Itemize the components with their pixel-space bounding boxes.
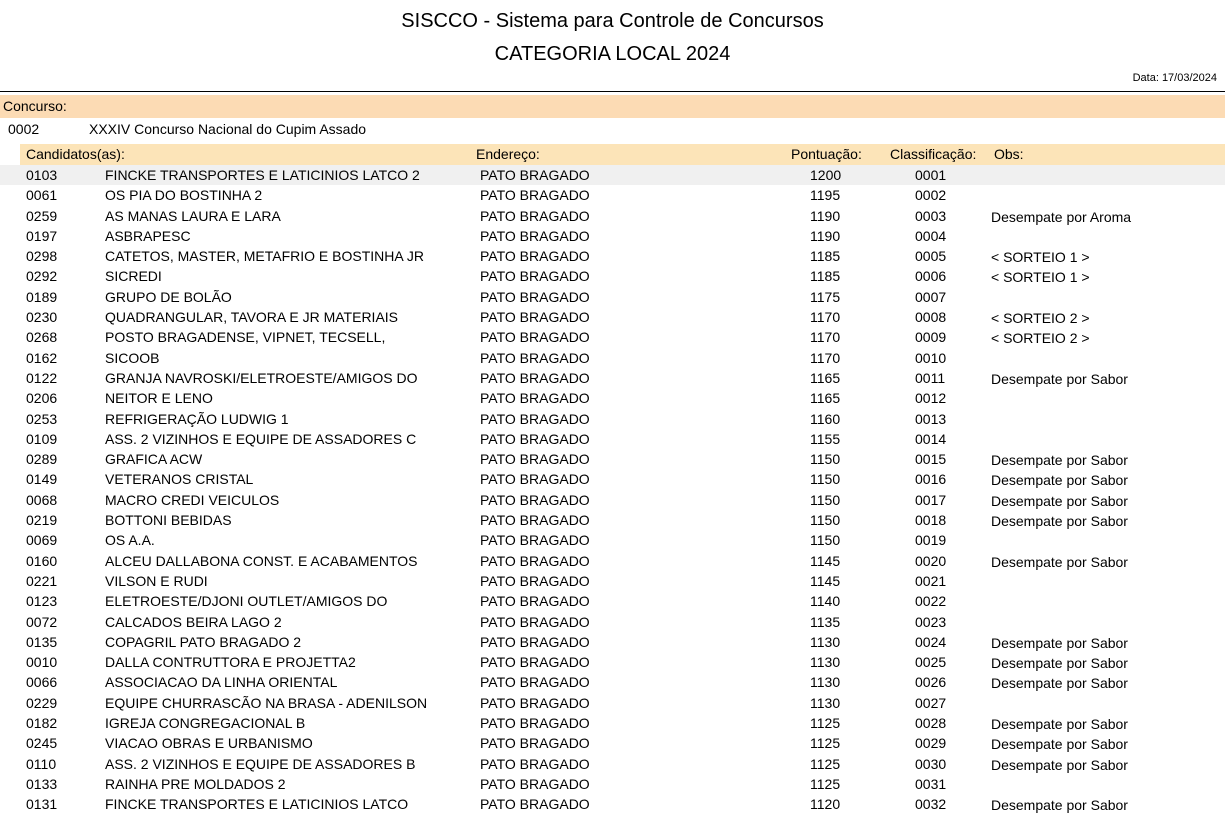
candidate-name: SICOOB — [105, 349, 160, 366]
candidate-name: FINCKE TRANSPORTES E LATICINIOS LATCO — [105, 796, 409, 813]
candidate-code: 0010 — [26, 654, 58, 671]
candidate-address: PATO BRAGADO — [480, 329, 590, 346]
candidate-name: MACRO CREDI VEICULOS — [105, 491, 280, 508]
table-row — [0, 348, 1225, 368]
table-row — [0, 693, 1225, 713]
candidate-address: PATO BRAGADO — [480, 288, 590, 305]
candidate-score: 1190 — [810, 207, 841, 224]
candidate-classification: 0024 — [915, 633, 947, 650]
candidate-address: PATO BRAGADO — [480, 694, 590, 711]
candidate-classification: 0021 — [915, 572, 947, 589]
candidate-address: PATO BRAGADO — [480, 572, 590, 589]
report-date: Data: 17/03/2024 — [1132, 72, 1217, 84]
candidate-name: GRAFICA ACW — [105, 451, 203, 468]
column-header-obs: Obs: — [994, 146, 1024, 162]
candidate-code: 0259 — [26, 207, 58, 224]
column-header-band — [20, 144, 1225, 165]
candidate-name: GRANJA NAVROSKI/ELETROESTE/AMIGOS DO — [105, 369, 418, 386]
candidate-address: PATO BRAGADO — [480, 512, 590, 529]
candidate-obs: Desempate por Sabor — [991, 472, 1128, 489]
candidate-name: IGREJA CONGREGACIONAL B — [105, 715, 306, 732]
candidate-obs: Desempate por Sabor — [991, 492, 1128, 509]
candidate-name: ASSOCIACAO DA LINHA ORIENTAL — [105, 674, 338, 691]
candidate-obs: < SORTEIO 2 > — [991, 330, 1090, 347]
candidate-score: 1190 — [810, 227, 841, 244]
candidate-address: PATO BRAGADO — [480, 430, 590, 447]
candidate-code: 0292 — [26, 268, 58, 285]
candidate-classification: 0001 — [915, 167, 947, 183]
candidate-address: PATO BRAGADO — [480, 735, 590, 752]
candidate-code: 0245 — [26, 735, 58, 752]
candidate-address: PATO BRAGADO — [480, 451, 590, 468]
candidate-score: 1185 — [810, 268, 841, 285]
candidate-name: BOTTONI BEBIDAS — [105, 512, 232, 529]
candidate-code: 0072 — [26, 613, 58, 630]
candidate-score: 1125 — [810, 735, 841, 752]
candidate-code: 0182 — [26, 715, 58, 732]
candidate-score: 1145 — [810, 552, 841, 569]
candidate-code: 0160 — [26, 552, 58, 569]
candidate-classification: 0025 — [915, 654, 947, 671]
table-row — [0, 388, 1225, 408]
candidate-name: EQUIPE CHURRASCÃO NA BRASA - ADENILSON — [105, 694, 428, 711]
candidate-address: PATO BRAGADO — [480, 796, 590, 813]
table-row — [0, 510, 1225, 530]
candidate-address: PATO BRAGADO — [480, 633, 590, 650]
candidate-obs: Desempate por Sabor — [991, 716, 1128, 733]
candidate-code: 0061 — [26, 187, 58, 204]
table-row — [0, 226, 1225, 246]
candidate-score: 1150 — [810, 512, 841, 529]
table-row — [0, 185, 1225, 205]
candidate-code: 0253 — [26, 410, 58, 427]
column-header-candidatos: Candidatos(as): — [26, 146, 125, 162]
candidate-score: 1145 — [810, 572, 841, 589]
candidate-score: 1155 — [810, 430, 841, 447]
candidate-score: 1170 — [810, 329, 841, 346]
candidate-classification: 0006 — [915, 268, 947, 285]
candidate-classification: 0023 — [915, 613, 947, 630]
candidate-score: 1125 — [810, 715, 841, 732]
candidate-obs: Desempate por Sabor — [991, 513, 1128, 530]
candidate-address: PATO BRAGADO — [480, 755, 590, 772]
candidate-name: ASBRAPESC — [105, 227, 191, 244]
candidate-name: ALCEU DALLABONA CONST. E ACABAMENTOS — [105, 552, 418, 569]
candidate-classification: 0004 — [915, 227, 947, 244]
candidate-score: 1185 — [810, 248, 841, 265]
candidate-address: PATO BRAGADO — [480, 410, 590, 427]
candidate-classification: 0016 — [915, 471, 947, 488]
candidate-name: ASS. 2 VIZINHOS E EQUIPE DE ASSADORES B — [105, 755, 416, 772]
candidate-code: 0219 — [26, 512, 58, 529]
candidate-score: 1125 — [810, 755, 841, 772]
candidate-classification: 0005 — [915, 248, 947, 265]
table-row — [0, 246, 1225, 266]
candidate-name: VETERANOS CRISTAL — [105, 471, 254, 488]
candidate-classification: 0012 — [915, 390, 947, 407]
candidate-address: PATO BRAGADO — [480, 268, 590, 285]
candidate-classification: 0030 — [915, 755, 947, 772]
results-table — [0, 165, 1225, 815]
candidate-classification: 0013 — [915, 410, 947, 427]
candidate-name: ELETROESTE/DJONI OUTLET/AMIGOS DO — [105, 593, 388, 610]
candidate-code: 0131 — [26, 796, 58, 813]
candidate-score: 1165 — [810, 390, 841, 407]
candidate-code: 0298 — [26, 248, 58, 265]
table-row — [0, 794, 1225, 814]
report-subtitle: CATEGORIA LOCAL 2024 — [494, 43, 731, 65]
table-row — [0, 266, 1225, 286]
candidate-code: 0229 — [26, 694, 58, 711]
candidate-name: NEITOR E LENO — [105, 390, 213, 407]
candidate-address: PATO BRAGADO — [480, 775, 590, 792]
candidate-address: PATO BRAGADO — [480, 715, 590, 732]
candidate-name: GRUPO DE BOLÃO — [105, 288, 232, 305]
candidate-code: 0289 — [26, 451, 58, 468]
candidate-classification: 0003 — [915, 207, 947, 224]
table-row — [0, 530, 1225, 550]
table-row — [0, 632, 1225, 652]
candidate-address: PATO BRAGADO — [480, 552, 590, 569]
candidate-obs: Desempate por Sabor — [991, 756, 1128, 773]
table-row — [0, 652, 1225, 672]
candidate-code: 0069 — [26, 532, 58, 549]
candidate-code: 0206 — [26, 390, 58, 407]
candidate-score: 1130 — [810, 654, 841, 671]
concurso-label: Concurso: — [3, 98, 67, 114]
candidate-score: 1130 — [810, 633, 841, 650]
candidate-code: 0068 — [26, 491, 58, 508]
candidate-code: 0103 — [26, 167, 58, 183]
table-row — [0, 612, 1225, 632]
candidate-code: 0221 — [26, 572, 58, 589]
candidate-name: AS MANAS LAURA E LARA — [105, 207, 281, 224]
candidate-obs: < SORTEIO 1 > — [991, 249, 1090, 266]
candidate-address: PATO BRAGADO — [480, 227, 590, 244]
candidate-name: QUADRANGULAR, TAVORA E JR MATERIAIS — [105, 309, 399, 326]
candidate-classification: 0007 — [915, 288, 947, 305]
concurso-code: 0002 — [8, 121, 40, 137]
candidate-obs: Desempate por Sabor — [991, 655, 1128, 672]
candidate-name: RAINHA PRE MOLDADOS 2 — [105, 775, 286, 792]
candidate-classification: 0019 — [915, 532, 947, 549]
table-row — [0, 327, 1225, 347]
candidate-code: 0162 — [26, 349, 58, 366]
candidate-name: ASS. 2 VIZINHOS E EQUIPE DE ASSADORES C — [105, 430, 417, 447]
candidate-address: PATO BRAGADO — [480, 187, 590, 204]
table-row — [0, 469, 1225, 489]
candidate-name: CALCADOS BEIRA LAGO 2 — [105, 613, 282, 630]
candidate-address: PATO BRAGADO — [480, 613, 590, 630]
candidate-classification: 0010 — [915, 349, 947, 366]
candidate-address: PATO BRAGADO — [480, 369, 590, 386]
candidate-classification: 0017 — [915, 491, 947, 508]
candidate-score: 1130 — [810, 674, 841, 691]
candidate-score: 1195 — [810, 187, 841, 204]
candidate-score: 1150 — [810, 491, 841, 508]
candidate-code: 0066 — [26, 674, 58, 691]
candidate-code: 0135 — [26, 633, 58, 650]
candidate-name: CATETOS, MASTER, METAFRIO E BOSTINHA JR — [105, 248, 424, 265]
concurso-band — [0, 95, 1225, 118]
candidate-classification: 0008 — [915, 309, 947, 326]
candidate-name: VILSON E RUDI — [105, 572, 208, 589]
candidate-name: DALLA CONTRUTTORA E PROJETTA2 — [105, 654, 356, 671]
candidate-classification: 0022 — [915, 593, 947, 610]
candidate-code: 0122 — [26, 369, 58, 386]
candidate-score: 1200 — [810, 167, 842, 183]
candidate-obs: < SORTEIO 1 > — [991, 269, 1090, 286]
candidate-score: 1170 — [810, 309, 841, 326]
column-header-endereco: Endereço: — [476, 146, 540, 162]
candidate-obs: Desempate por Aroma — [991, 208, 1132, 225]
candidate-name: COPAGRIL PATO BRAGADO 2 — [105, 633, 302, 650]
candidate-classification: 0031 — [915, 775, 947, 792]
table-row — [0, 165, 1225, 185]
candidate-classification: 0009 — [915, 329, 947, 346]
candidate-address: PATO BRAGADO — [480, 309, 590, 326]
candidate-obs: Desempate por Sabor — [991, 797, 1128, 814]
candidate-score: 1170 — [810, 349, 841, 366]
candidate-classification: 0029 — [915, 735, 947, 752]
candidate-code: 0197 — [26, 227, 58, 244]
candidate-code: 0109 — [26, 430, 58, 447]
candidate-code: 0149 — [26, 471, 58, 488]
candidate-address: PATO BRAGADO — [480, 593, 590, 610]
table-row — [0, 733, 1225, 753]
candidate-classification: 0020 — [915, 552, 947, 569]
candidate-name: POSTO BRAGADENSE, VIPNET, TECSELL, — [105, 329, 386, 346]
candidate-classification: 0011 — [915, 369, 946, 386]
candidate-classification: 0002 — [915, 187, 947, 204]
candidate-obs: Desempate por Sabor — [991, 634, 1128, 651]
table-row — [0, 713, 1225, 733]
candidate-score: 1150 — [810, 471, 841, 488]
candidate-code: 0110 — [26, 755, 57, 772]
candidate-classification: 0018 — [915, 512, 947, 529]
table-row — [0, 551, 1225, 571]
column-header-pontuacao: Pontuação: — [791, 146, 862, 162]
candidate-code: 0268 — [26, 329, 58, 346]
candidate-name: SICREDI — [105, 268, 162, 285]
table-row — [0, 409, 1225, 429]
header-divider — [0, 91, 1225, 92]
candidate-code: 0189 — [26, 288, 58, 305]
candidate-address: PATO BRAGADO — [480, 248, 590, 265]
candidate-code: 0133 — [26, 775, 58, 792]
candidate-score: 1130 — [810, 694, 841, 711]
candidate-score: 1125 — [810, 775, 841, 792]
candidate-address: PATO BRAGADO — [480, 532, 590, 549]
candidate-obs: < SORTEIO 2 > — [991, 310, 1090, 327]
candidate-score: 1150 — [810, 451, 841, 468]
candidate-address: PATO BRAGADO — [480, 674, 590, 691]
candidate-address: PATO BRAGADO — [480, 167, 590, 183]
table-row — [0, 307, 1225, 327]
candidate-score: 1135 — [810, 613, 841, 630]
candidate-score: 1165 — [810, 369, 841, 386]
candidate-name: FINCKE TRANSPORTES E LATICINIOS LATCO 2 — [105, 167, 420, 183]
candidate-score: 1150 — [810, 532, 841, 549]
candidate-address: PATO BRAGADO — [480, 471, 590, 488]
table-row — [0, 774, 1225, 794]
table-row — [0, 449, 1225, 469]
candidate-obs: Desempate por Sabor — [991, 675, 1128, 692]
column-header-classificacao: Classificação: — [890, 146, 977, 162]
candidate-score: 1120 — [810, 796, 841, 813]
candidate-classification: 0015 — [915, 451, 947, 468]
candidate-code: 0230 — [26, 309, 58, 326]
candidate-classification: 0026 — [915, 674, 947, 691]
candidate-score: 1160 — [810, 410, 841, 427]
table-row — [0, 490, 1225, 510]
table-row — [0, 429, 1225, 449]
candidate-classification: 0014 — [915, 430, 947, 447]
candidate-address: PATO BRAGADO — [480, 349, 590, 366]
candidate-obs: Desempate por Sabor — [991, 452, 1128, 469]
candidate-obs: Desempate por Sabor — [991, 370, 1128, 387]
candidate-score: 1140 — [810, 593, 841, 610]
table-row — [0, 672, 1225, 692]
candidate-score: 1175 — [810, 288, 841, 305]
table-row — [0, 206, 1225, 226]
candidate-code: 0123 — [26, 593, 58, 610]
candidate-address: PATO BRAGADO — [480, 390, 590, 407]
candidate-classification: 0028 — [915, 715, 947, 732]
report-title: SISCCO - Sistema para Controle de Concursos — [401, 10, 824, 32]
candidate-name: REFRIGERAÇÃO LUDWIG 1 — [105, 410, 289, 427]
candidate-name: OS PIA DO BOSTINHA 2 — [105, 187, 263, 204]
concurso-name: XXXIV Concurso Nacional do Cupim Assado — [89, 121, 367, 137]
candidate-classification: 0027 — [915, 694, 947, 711]
candidate-address: PATO BRAGADO — [480, 654, 590, 671]
candidate-classification: 0032 — [915, 796, 947, 813]
candidate-obs: Desempate por Sabor — [991, 736, 1128, 753]
table-row — [0, 368, 1225, 388]
candidate-name: VIACAO OBRAS E URBANISMO — [105, 735, 313, 752]
candidate-name: OS A.A. — [105, 532, 155, 549]
table-row — [0, 571, 1225, 591]
table-row — [0, 591, 1225, 611]
candidate-obs: Desempate por Sabor — [991, 553, 1128, 570]
candidate-address: PATO BRAGADO — [480, 207, 590, 224]
candidate-address: PATO BRAGADO — [480, 491, 590, 508]
table-row — [0, 754, 1225, 774]
table-row — [0, 287, 1225, 307]
